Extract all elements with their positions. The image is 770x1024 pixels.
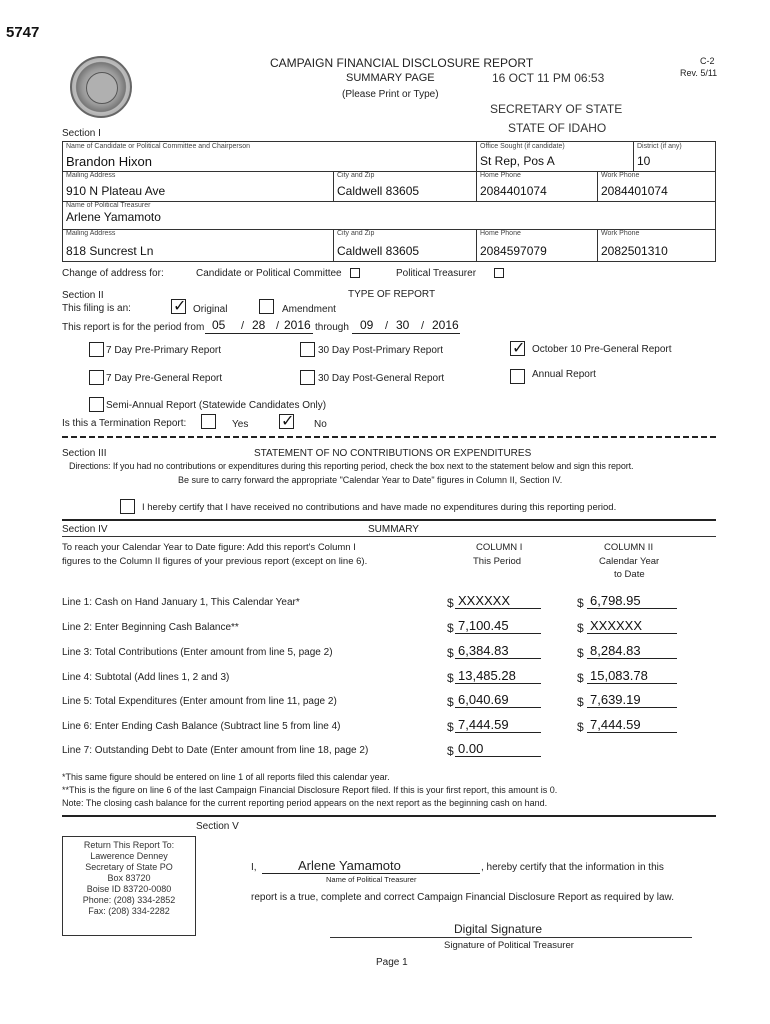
treasurer-mailing-label: Mailing Address — [66, 230, 116, 237]
certify-text: , hereby certify that the information in this — [481, 862, 664, 873]
dollar-sign: $ — [447, 621, 454, 635]
city-zip-label: City and Zip — [337, 172, 375, 179]
dollar-sign: $ — [447, 671, 454, 685]
summary-line-label: Line 1: Cash on Hand January 1, This Calendar Year* — [62, 597, 300, 608]
return-line: Secretary of State PO — [85, 862, 173, 872]
report-title: CAMPAIGN FINANCIAL DISCLOSURE REPORT — [270, 56, 534, 70]
change-treasurer-checkbox[interactable] — [494, 268, 504, 278]
dollar-sign: $ — [577, 671, 584, 685]
return-address-box — [62, 836, 196, 936]
treasurer-city-label: City and Zip — [337, 230, 375, 237]
return-line: Lawerence Denney — [90, 851, 168, 861]
home-phone-label: Home Phone — [480, 172, 521, 179]
work-phone-label: Work Phone — [601, 172, 640, 179]
column2-title: COLUMN II — [604, 542, 654, 553]
column1-value: 0.00 — [458, 741, 484, 756]
certify-treasurer-name: Arlene Yamamoto — [298, 858, 401, 873]
mailing-address-label: Mailing Address — [66, 172, 116, 179]
candidate-name-value: Brandon Hixon — [66, 154, 152, 169]
30day-post-general-label: 30 Day Post-General Report — [318, 373, 445, 384]
state-seal-image — [70, 56, 132, 118]
signature-caption: Signature of Political Treasurer — [444, 940, 574, 951]
change-candidate-label: Candidate or Political Committee — [196, 268, 342, 279]
signature-value: Digital Signature — [454, 922, 543, 936]
return-line: Boise ID 83720-0080 — [86, 884, 172, 894]
column2-value: 8,284.83 — [590, 643, 641, 658]
footnote-2: **This is the figure on line 6 of the last Campaign Financial Disclosure Report filed. If this is your first report, this amount is 0. — [62, 785, 558, 795]
treasurer-name-label: Name of Political Treasurer — [66, 202, 151, 209]
column1-value: XXXXXX — [458, 593, 511, 608]
original-checkbox[interactable] — [171, 296, 187, 315]
treasurer-home-phone-value: 2084597079 — [480, 244, 547, 258]
treasurer-home-phone-label: Home Phone — [480, 230, 521, 237]
semi-annual-label: Semi-Annual Report (Statewide Candidates Only) — [106, 400, 327, 411]
termination-no-checkbox[interactable] — [279, 411, 295, 430]
from-day: 28 — [252, 318, 266, 332]
change-treasurer-label: Political Treasurer — [396, 268, 477, 279]
7day-pre-primary-label: 7 Day Pre-Primary Report — [106, 345, 222, 356]
column2-value: XXXXXX — [590, 618, 643, 633]
type-of-report-title: TYPE OF REPORT — [348, 289, 436, 300]
return-line: Box 83720 — [107, 873, 151, 883]
page-number: Page 1 — [376, 957, 408, 968]
section-1-label: Section I — [62, 128, 101, 139]
to-month: 09 — [360, 318, 374, 332]
column2-value: 7,639.19 — [590, 692, 641, 707]
section-2-label: Section II — [62, 290, 104, 301]
city-zip-value: Caldwell 83605 — [337, 184, 420, 198]
summary-line-label: Line 4: Subtotal (Add lines 1, 2 and 3) — [62, 672, 230, 683]
summary-line-label: Line 5: Total Expenditures (Enter amount from line 11, page 2) — [62, 696, 337, 707]
column2-subtitle1: Calendar Year — [599, 556, 660, 567]
30day-post-primary-label: 30 Day Post-Primary Report — [318, 345, 444, 356]
office-sought-label: Office Sought (if candidate) — [480, 143, 565, 150]
form-code: C-2 — [700, 56, 715, 66]
termination-label: Is this a Termination Report: — [62, 418, 187, 429]
section-5-label: Section V — [196, 821, 239, 832]
certify-i: I, — [251, 862, 257, 873]
30day-post-general-checkbox[interactable] — [300, 370, 315, 385]
treasurer-work-phone-value: 2082501310 — [601, 244, 668, 258]
termination-yes-checkbox[interactable] — [201, 414, 216, 429]
column1-subtitle: This Period — [473, 556, 522, 567]
footnote-3: Note: The closing cash balance for the current reporting period appears on the next report as the beginning cash on hand. — [62, 798, 548, 808]
received-stamp-office: SECRETARY OF STATE — [490, 102, 623, 116]
column2-value: 15,083.78 — [590, 668, 648, 683]
change-candidate-checkbox[interactable] — [350, 268, 360, 278]
district-label: District (if any) — [637, 143, 682, 150]
check-mark-icon: ✓ — [512, 338, 526, 357]
from-year: 2016 — [284, 318, 311, 332]
work-phone-value: 2084401074 — [601, 184, 668, 198]
section-4-label: Section IV — [62, 524, 108, 535]
dollar-sign: $ — [447, 720, 454, 734]
dollar-sign: $ — [447, 646, 454, 660]
dollar-sign: $ — [447, 596, 454, 610]
footnote-1: *This same figure should be entered on line 1 of all reports filed this calendar year. — [62, 772, 390, 782]
certify-report-text: report is a true, complete and correct Campaign Financial Disclosure Report as required by law. — [251, 892, 674, 903]
column1-value: 7,444.59 — [458, 717, 509, 732]
treasurer-work-phone-label: Work Phone — [601, 230, 640, 237]
check-mark-icon: ✓ — [281, 411, 295, 430]
amendment-label: Amendment — [282, 304, 336, 315]
column2-subtitle2: to Date — [614, 569, 645, 580]
candidate-name-label: Name of Candidate or Political Committee and Chairperson — [66, 143, 251, 150]
original-label: Original — [193, 304, 228, 315]
summary-line-label: Line 2: Enter Beginning Cash Balance** — [62, 622, 239, 633]
column1-value: 6,040.69 — [458, 692, 509, 707]
termination-no-label: No — [314, 419, 327, 430]
treasurer-city-value: Caldwell 83605 — [337, 244, 420, 258]
change-address-label: Change of address for: — [62, 268, 164, 279]
no-contributions-checkbox[interactable] — [120, 499, 135, 514]
received-stamp-state: STATE OF IDAHO — [508, 121, 607, 135]
dollar-sign: $ — [577, 596, 584, 610]
no-contributions-statement: I hereby certify that I have received no contributions and have made no expenditures during this reporting period. — [142, 502, 617, 513]
return-line: Phone: (208) 334-2852 — [82, 895, 176, 905]
district-value: 10 — [637, 154, 651, 168]
section-3-label: Section III — [62, 448, 107, 459]
dollar-sign: $ — [577, 695, 584, 709]
filing-type-label: This filing is an: — [62, 303, 131, 314]
from-month: 05 — [212, 318, 226, 332]
return-line: Fax: (208) 334-2282 — [88, 906, 170, 916]
7day-pre-general-label: 7 Day Pre-General Report — [106, 373, 223, 384]
mailing-address-value: 910 N Plateau Ave — [66, 184, 166, 198]
treasurer-mailing-value: 818 Suncrest Ln — [66, 244, 154, 258]
dollar-sign: $ — [577, 621, 584, 635]
summary-intro-line2: figures to the Column II figures of your previous report (except on line 6). — [62, 556, 368, 567]
to-year: 2016 — [432, 318, 459, 332]
summary-line-label: Line 7: Outstanding Debt to Date (Enter amount from line 18, page 2) — [62, 745, 369, 756]
annual-report-label: Annual Report — [532, 369, 596, 380]
semi-annual-checkbox[interactable] — [89, 397, 104, 412]
treasurer-name-caption: Name of Political Treasurer — [326, 875, 417, 884]
section-3-carry-forward: Be sure to carry forward the appropriate "Calendar Year to Date" figures in Column II, Section IV. — [178, 475, 563, 485]
summary-intro-line1: To reach your Calendar Year to Date figure: Add this report's Column I — [62, 542, 356, 553]
october10-checkbox[interactable] — [510, 338, 526, 357]
dollar-sign: $ — [577, 646, 584, 660]
annual-report-checkbox[interactable] — [510, 369, 525, 384]
termination-yes-label: Yes — [232, 419, 249, 430]
no-contributions-title: STATEMENT OF NO CONTRIBUTIONS OR EXPENDITURES — [254, 448, 532, 459]
dollar-sign: $ — [447, 695, 454, 709]
summary-line-label: Line 3: Total Contributions (Enter amount from line 5, page 2) — [62, 647, 333, 658]
dollar-sign: $ — [577, 720, 584, 734]
return-line: Return This Report To: — [83, 840, 175, 850]
received-stamp-date: 16 OCT 11 PM 06:53 — [492, 71, 605, 85]
treasurer-name-value: Arlene Yamamoto — [66, 210, 161, 224]
period-label: This report is for the period from — [62, 322, 205, 333]
to-day: 30 — [396, 318, 410, 332]
7day-pre-primary-checkbox[interactable] — [89, 342, 104, 357]
column2-value: 6,798.95 — [590, 593, 641, 608]
section-3-directions: Directions: If you had no contributions or expenditures during this reporting period, check the box next to the statement below and sign this report. — [69, 461, 634, 471]
7day-pre-general-checkbox[interactable] — [89, 370, 104, 385]
form-revision: Rev. 5/11 — [680, 68, 718, 78]
30day-post-primary-checkbox[interactable] — [300, 342, 315, 357]
october10-label: October 10 Pre-General Report — [532, 344, 672, 355]
amendment-checkbox[interactable] — [259, 299, 274, 314]
summary-title: SUMMARY — [368, 524, 419, 535]
home-phone-value: 2084401074 — [480, 184, 547, 198]
check-mark-icon: ✓ — [173, 296, 187, 315]
summary-line-label: Line 6: Enter Ending Cash Balance (Subtract line 5 from line 4) — [62, 721, 341, 732]
office-sought-value: St Rep, Pos A — [480, 154, 555, 168]
document-number: 5747 — [6, 24, 40, 41]
column1-title: COLUMN I — [476, 542, 523, 553]
through-label: through — [315, 322, 349, 333]
column1-value: 6,384.83 — [458, 643, 509, 658]
column2-value: 7,444.59 — [590, 717, 641, 732]
print-instruction: (Please Print or Type) — [342, 89, 439, 100]
dollar-sign: $ — [447, 744, 454, 758]
column1-value: 7,100.45 — [458, 618, 509, 633]
report-subtitle: SUMMARY PAGE — [346, 72, 435, 84]
column1-value: 13,485.28 — [458, 668, 516, 683]
